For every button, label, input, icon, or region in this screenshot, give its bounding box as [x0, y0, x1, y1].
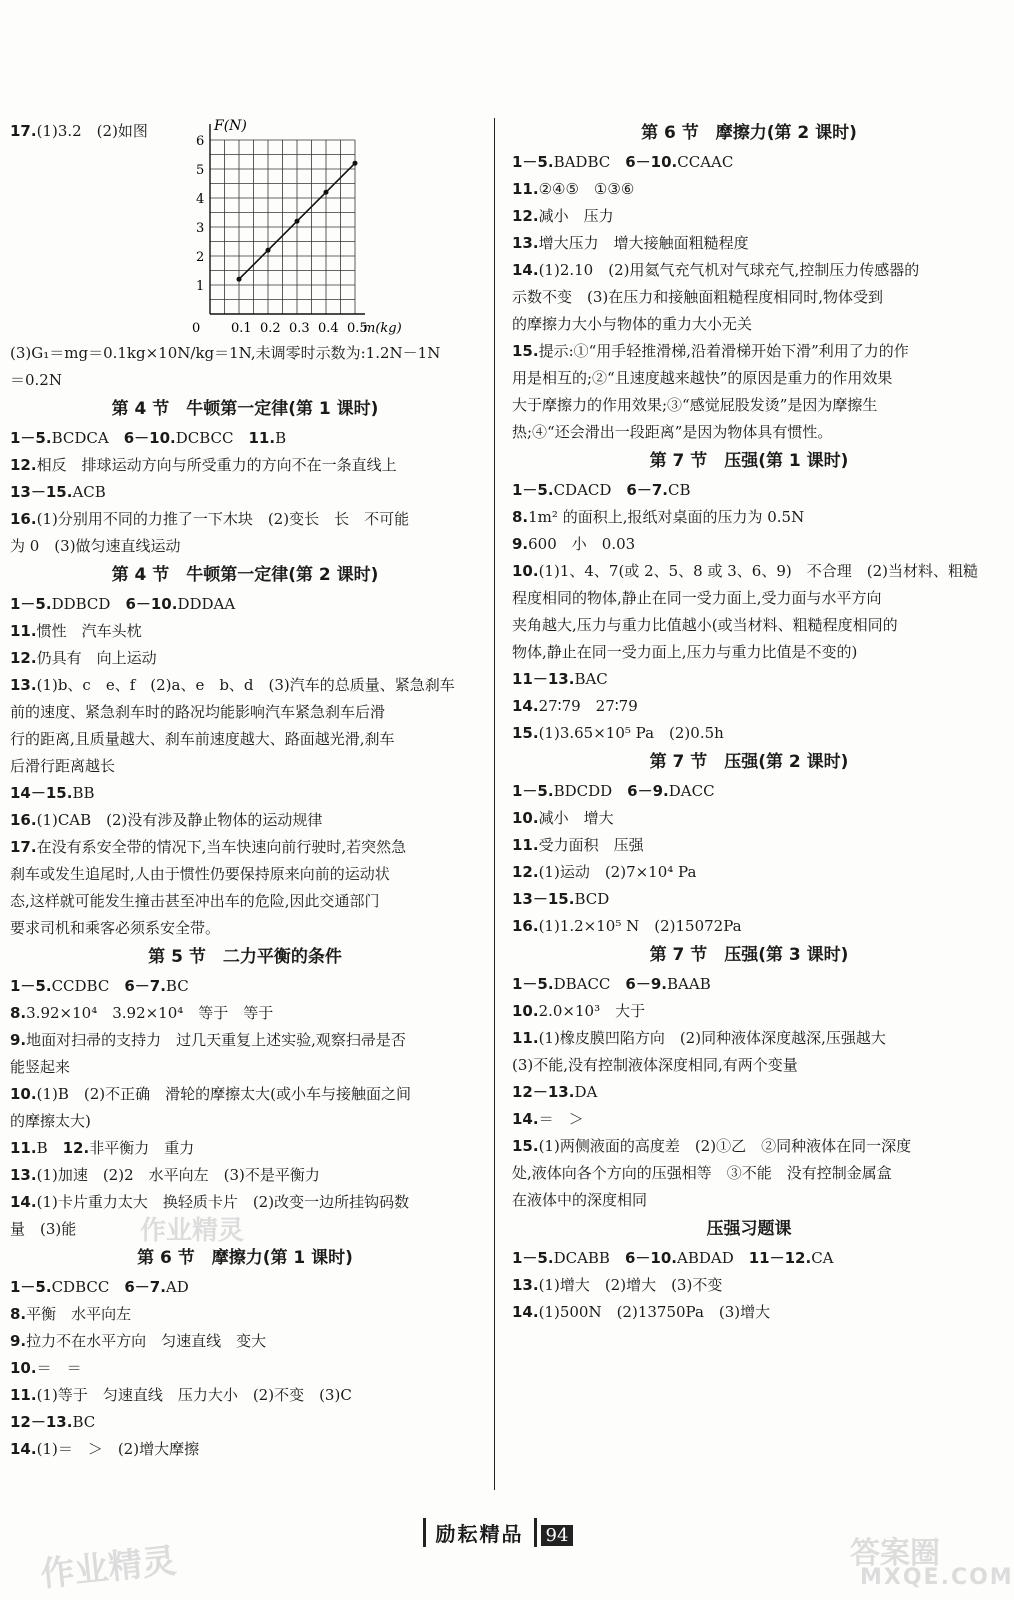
answer-line	[512, 365, 986, 392]
answer-text: 仍具有 向上运动	[36, 649, 157, 667]
answer-text: 物体,静止在同一受力面上,压力与重力比值是不变的)	[512, 643, 858, 661]
answer-line	[512, 558, 986, 585]
answer-text: 在没有系安全带的情况下,当车快速向前行驶时,若突然急	[36, 838, 407, 856]
answer-text: 行的距离,且质量越大、刹车前速度越大、路面越光滑,刹车	[10, 730, 395, 748]
answer-text: 大于摩擦力的作用效果;③“感觉屁股发烫”是因为摩擦生	[512, 396, 878, 414]
question-number: 11.	[512, 836, 539, 854]
answer-text: 地面对扫帚的支持力 过几天重复上述实验,观察扫帚是否	[26, 1031, 406, 1049]
answer-text: (1)2.10 (2)用氦气充气机对气球充气,控制压力传感器的	[538, 261, 920, 279]
question-number: 6－9.	[627, 782, 669, 800]
answer-line	[10, 915, 480, 942]
question-number: 1－5.	[512, 1249, 554, 1267]
question-number: 6－10.	[123, 429, 176, 447]
answer-text: B	[275, 429, 287, 447]
x-tick-label: 0	[192, 321, 201, 336]
question-number: 1－5.	[10, 977, 52, 995]
question-number: 14.	[512, 1110, 539, 1128]
answer-text: (1)增大 (2)增大 (3)不变	[538, 1276, 723, 1294]
answer-text: BCDCA	[51, 429, 124, 447]
question-number: 10.	[10, 1359, 37, 1377]
answer-text: (1)b、c e、f (2)a、e b、d (3)汽车的总质量、紧急刹车	[36, 676, 455, 694]
answer-text: 态,这样就可能发生撞击甚至冲出车的危险,因此交通部门	[10, 892, 380, 910]
answer-line	[10, 1301, 480, 1328]
answer-text: BC	[72, 1413, 96, 1431]
answer-text: (3)不能,没有控制液体深度相同,有两个变量	[512, 1056, 798, 1074]
question-number: 13.	[10, 676, 37, 694]
answer-line	[512, 886, 986, 913]
question-number: 14.	[512, 261, 539, 279]
question-number: 11－12.	[748, 1249, 812, 1267]
question-number: 1－5.	[10, 1278, 52, 1296]
answer-line	[10, 425, 480, 452]
question-number: 12－13.	[10, 1413, 73, 1431]
watermark-right-logo: 答案圈	[850, 1536, 940, 1571]
answer-line	[10, 888, 480, 915]
answer-text: 27∶79 27∶79	[538, 697, 638, 715]
answer-text: CDACD	[553, 481, 627, 499]
answer-line	[512, 693, 986, 720]
answer-line	[10, 506, 480, 533]
y-tick-label: 3	[196, 221, 205, 236]
question-number: 1－5.	[512, 153, 554, 171]
question-number: 11.	[10, 622, 37, 640]
question-number: 11.	[248, 429, 276, 447]
answer-text: 刹车或发生追尾时,人由于惯性仍要保持原来向前的运动状	[10, 865, 390, 883]
question-number: 15.	[512, 1137, 539, 1155]
answer-line	[10, 1054, 480, 1081]
answer-line	[10, 1000, 480, 1027]
section-heading: 第 7 节 压强(第 2 课时)	[649, 752, 849, 772]
question-number: 13.	[10, 1166, 37, 1184]
answer-text: CCAAC	[677, 153, 734, 171]
section-heading: 压强习题课	[706, 1219, 792, 1239]
question-number: 8.	[10, 1004, 27, 1022]
answer-text: BB	[72, 784, 95, 802]
question-number: 9.	[10, 1031, 27, 1049]
answer-line	[512, 1106, 986, 1133]
question-number: 6－9.	[625, 975, 667, 993]
answer-line	[512, 971, 986, 998]
y-tick-label: 5	[196, 163, 205, 178]
answer-line	[512, 203, 986, 230]
question-number: 10.	[512, 809, 539, 827]
answer-text: ②④⑤ ①③⑥	[538, 180, 635, 198]
question-number: 17.	[10, 122, 37, 140]
answer-text: 后滑行距离越长	[10, 757, 116, 775]
answer-text: (1)运动 (2)7×10⁴ Pa	[538, 863, 697, 881]
answer-text: ＝ ＝	[36, 1359, 82, 1377]
answer-text: B	[36, 1139, 63, 1157]
answer-text: (1)500N (2)13750Pa (3)增大	[538, 1303, 771, 1321]
answer-line	[10, 699, 480, 726]
answer-text: (1)1、4、7(或 2、5、8 或 3、6、9) 不合理 (2)当材料、粗糙	[538, 562, 978, 580]
answer-text: 热;④“还会滑出一段距离”是因为物体具有惯性。	[512, 423, 833, 441]
answer-line	[512, 612, 986, 639]
answer-text: ABDAD	[676, 1249, 749, 1267]
question-number: 17.	[10, 838, 37, 856]
watermark-right-url: MXQE.COM	[860, 1565, 1014, 1590]
question-number: 13－15.	[512, 890, 575, 908]
question-number: 10.	[512, 1002, 539, 1020]
question-number: 11.	[10, 1386, 37, 1404]
answer-line	[10, 1216, 480, 1243]
data-point	[324, 190, 329, 195]
answer-text: 程度相同的物体,静止在同一受力面上,受力面与水平方向	[512, 589, 882, 607]
answer-text: BAAB	[667, 975, 711, 993]
answer-text: DACC	[668, 782, 715, 800]
answer-text: 600 小 0.03	[528, 535, 636, 553]
column-divider	[494, 118, 495, 1490]
answer-line	[512, 504, 986, 531]
answer-text: 拉力不在水平方向 匀速直线 变大	[26, 1332, 267, 1350]
question-number: 14.	[10, 1193, 37, 1211]
question-number: 12.	[62, 1139, 90, 1157]
answer-line	[10, 861, 480, 888]
answer-line	[512, 639, 986, 666]
answer-line	[512, 913, 986, 940]
question-number: 8.	[512, 508, 529, 526]
question-number: 1－5.	[512, 975, 554, 993]
answer-line	[512, 1187, 986, 1214]
page-number: 94	[541, 1525, 574, 1546]
question-number: 12.	[10, 456, 37, 474]
answer-text: 夹角越大,压力与重力比值越小(或当材料、粗糙程度相同的	[512, 616, 898, 634]
answer-text: DA	[574, 1083, 598, 1101]
answer-line	[10, 726, 480, 753]
brand-logo: 励耘精品	[423, 1518, 537, 1547]
answer-line	[512, 257, 986, 284]
question-number: 16.	[10, 510, 37, 528]
question-number: 6－10.	[624, 1249, 677, 1267]
x-tick-label: 0.3	[289, 321, 310, 336]
question-number: 1－5.	[512, 481, 554, 499]
question-number: 13.	[512, 1276, 539, 1294]
answer-line	[512, 778, 986, 805]
answer-line	[512, 666, 986, 693]
x-tick-label: 0.5	[347, 321, 368, 336]
answer-text: (1)CAB (2)没有涉及静止物体的运动规律	[36, 811, 323, 829]
right-column	[512, 118, 986, 1326]
answer-text: (1)1.2×10⁵ N (2)15072Pa	[538, 917, 742, 935]
answer-line	[512, 1025, 986, 1052]
answer-line	[512, 720, 986, 747]
question-number: 12.	[512, 207, 539, 225]
answer-text: BDCDD	[553, 782, 628, 800]
answer-line	[512, 1160, 986, 1187]
x-tick-label: 0.1	[231, 321, 252, 336]
answer-text: 要求司机和乘客必须系安全带。	[10, 919, 221, 937]
answer-text: DCBCC	[175, 429, 249, 447]
answer-line	[512, 284, 986, 311]
answer-line	[10, 780, 480, 807]
answer-text: 3.92×10⁴ 3.92×10⁴ 等于 等于	[26, 1004, 274, 1022]
answer-line	[10, 367, 480, 394]
answer-text: BAC	[574, 670, 608, 688]
section-heading: 第 4 节 牛顿第一定律(第 1 课时)	[111, 399, 379, 419]
answer-text: 相反 排球运动方向与所受重力的方向不在一条直线上	[36, 456, 397, 474]
answer-line	[512, 392, 986, 419]
x-tick-label: 0.4	[318, 321, 339, 336]
answer-line	[512, 1272, 986, 1299]
answer-text: (1)3.2 (2)如图	[36, 122, 148, 140]
section-heading: 第 7 节 压强(第 3 课时)	[649, 945, 849, 965]
data-point	[266, 248, 271, 253]
question-number: 14.	[512, 1303, 539, 1321]
answer-line	[10, 672, 480, 699]
answer-line	[512, 531, 986, 558]
question-number: 15.	[512, 724, 539, 742]
answer-text: 2.0×10³ 大于	[538, 1002, 646, 1020]
answer-line	[512, 230, 986, 257]
question-number: 1－5.	[10, 429, 52, 447]
answer-line	[512, 998, 986, 1025]
answer-line	[512, 338, 986, 365]
question-number: 9.	[10, 1332, 27, 1350]
answer-text: (1)两侧液面的高度差 (2)①乙 ②同种液体在同一深度	[538, 1137, 912, 1155]
answer-text: ＝ ＞	[538, 1110, 584, 1128]
answer-text: (1)加速 (2)2 水平向左 (3)不是平衡力	[36, 1166, 320, 1184]
question-number: 12.	[10, 649, 37, 667]
answer-text: CDBCC	[51, 1278, 125, 1296]
answer-line	[10, 452, 480, 479]
question-number: 13－15.	[10, 483, 73, 501]
answer-text: CA	[811, 1249, 834, 1267]
answer-text: 提示:①“用手轻推滑梯,沿着滑梯开始下滑”利用了力的作	[538, 342, 909, 360]
question-number: 12.	[512, 863, 539, 881]
question-number: 6－10.	[125, 595, 178, 613]
answer-text: 的摩擦太大)	[10, 1112, 91, 1130]
x-tick-label: 0.2	[260, 321, 281, 336]
answer-text: DDBCD	[51, 595, 126, 613]
watermark-middle: 作业精灵	[140, 1216, 245, 1246]
answer-line	[10, 973, 480, 1000]
answer-text: 减小 压力	[538, 207, 614, 225]
section-heading: 第 6 节 摩擦力(第 1 课时)	[137, 1248, 353, 1268]
answer-text: DCABB	[553, 1249, 625, 1267]
answer-line	[512, 1245, 986, 1272]
answer-line	[512, 805, 986, 832]
answer-line	[10, 118, 148, 145]
answer-line	[10, 1027, 480, 1054]
data-point	[353, 161, 358, 166]
answer-line	[10, 1162, 480, 1189]
answer-line	[512, 832, 986, 859]
answer-text: 1m² 的面积上,报纸对桌面的压力为 0.5N	[528, 508, 805, 526]
answer-line	[10, 1108, 480, 1135]
question-number: 8.	[10, 1305, 27, 1323]
answer-line	[10, 340, 480, 367]
answer-text: BADBC	[553, 153, 626, 171]
question-number: 14.	[512, 697, 539, 715]
answer-text: 为 0 (3)做匀速直线运动	[10, 537, 181, 555]
answer-text: (1)分别用不同的力推了一下木块 (2)变长 长 不可能	[36, 510, 410, 528]
answer-text: 受力面积 压强	[538, 836, 644, 854]
answer-text: ＝0.2N	[10, 371, 62, 389]
answer-line	[10, 807, 480, 834]
section-heading: 第 6 节 摩擦力(第 2 课时)	[641, 123, 857, 143]
answer-line	[512, 149, 986, 176]
answer-line	[10, 753, 480, 780]
question-number: 14－15.	[10, 784, 73, 802]
answer-line	[10, 1409, 480, 1436]
answer-text: BCD	[574, 890, 610, 908]
answer-text: (1)3.65×10⁵ Pa (2)0.5h	[538, 724, 724, 742]
watermark-left: 作业精灵	[38, 1540, 179, 1595]
question-number: 14.	[10, 1440, 37, 1458]
left-column	[10, 118, 480, 1463]
y-tick-label: 4	[196, 192, 205, 207]
answer-line	[10, 1274, 480, 1301]
answer-line	[10, 834, 480, 861]
x-axis-label: m(kg)	[363, 321, 402, 336]
answer-text: 减小 增大	[538, 809, 614, 827]
answer-line	[10, 591, 480, 618]
force-mass-graph	[170, 118, 410, 340]
answer-line	[512, 477, 986, 504]
answer-text: 非平衡力 重力	[89, 1139, 195, 1157]
answer-line	[10, 533, 480, 560]
answer-text: (3)G₁＝mg＝0.1kg×10N/kg＝1N,未调零时示数为:1.2N－1N	[10, 344, 441, 362]
question-number: 16.	[10, 811, 37, 829]
answer-text: (1)橡皮膜凹陷方向 (2)同种液体深度越深,压强越大	[538, 1029, 886, 1047]
answer-line	[10, 1436, 480, 1463]
answer-text: 的摩擦力大小与物体的重力大小无关	[512, 315, 753, 333]
question-number: 16.	[512, 917, 539, 935]
answer-line	[512, 1052, 986, 1079]
question-number: 6－10.	[625, 153, 678, 171]
answer-text: 在液体中的深度相同	[512, 1191, 648, 1209]
answer-line	[10, 1382, 480, 1409]
y-tick-label: 2	[196, 250, 205, 265]
question-number: 10.	[10, 1085, 37, 1103]
graph-block	[10, 118, 480, 340]
question-number: 9.	[512, 535, 529, 553]
answer-text: BC	[165, 977, 189, 995]
answer-line	[10, 479, 480, 506]
answer-line	[512, 419, 986, 446]
question-number: 11.	[512, 1029, 539, 1047]
answer-text: 示数不变 (3)在压力和接触面粗糙程度相同时,物体受到	[512, 288, 884, 306]
y-tick-label: 6	[196, 134, 205, 149]
answer-line	[512, 1133, 986, 1160]
answer-line	[512, 1299, 986, 1326]
answer-text: CCDBC	[51, 977, 125, 995]
answer-line	[512, 176, 986, 203]
question-number: 1－5.	[10, 595, 52, 613]
y-tick-label: 1	[196, 279, 205, 294]
question-number: 11.	[10, 1139, 37, 1157]
answer-text: (1)卡片重力太大 换轻质卡片 (2)改变一边所挂钩码数	[36, 1193, 410, 1211]
answer-text: AD	[165, 1278, 189, 1296]
answer-text: 用是相互的;②“且速度越来越快”的原因是重力的作用效果	[512, 369, 893, 387]
answer-text: ACB	[72, 483, 106, 501]
answer-text: (1)等于 匀速直线 压力大小 (2)不变 (3)C	[36, 1386, 352, 1404]
question-number: 6－7.	[626, 481, 668, 499]
answer-text: 惯性 汽车头枕	[36, 622, 142, 640]
answer-text: CB	[668, 481, 691, 499]
answer-line	[512, 311, 986, 338]
answer-text: 前的速度、紧急刹车时的路况均能影响汽车紧急刹车后滑	[10, 703, 386, 721]
answer-text: 能竖起来	[10, 1058, 71, 1076]
section-heading: 第 5 节 二力平衡的条件	[148, 947, 342, 967]
answer-text: 量 (3)能	[10, 1220, 77, 1238]
answer-line	[10, 1081, 480, 1108]
answer-line	[10, 1189, 480, 1216]
answer-text: (1)B (2)不正确 滑轮的摩擦太大(或小车与接触面之间	[36, 1085, 411, 1103]
answer-text: DBACC	[553, 975, 626, 993]
answer-line	[512, 1079, 986, 1106]
question-number: 13.	[512, 234, 539, 252]
answer-text: 平衡 水平向左	[26, 1305, 132, 1323]
data-point	[237, 277, 242, 282]
question-number: 1－5.	[512, 782, 554, 800]
question-number: 10.	[512, 562, 539, 580]
answer-line	[512, 859, 986, 886]
question-number: 6－7.	[124, 977, 166, 995]
answer-text: 增大压力 增大接触面粗糙程度	[538, 234, 749, 252]
section-heading: 第 4 节 牛顿第一定律(第 2 课时)	[111, 565, 379, 585]
answer-line	[10, 618, 480, 645]
answer-line	[512, 585, 986, 612]
question-number: 11.	[512, 180, 539, 198]
question-number: 6－7.	[124, 1278, 166, 1296]
answer-line	[10, 1135, 480, 1162]
answer-text: 处,液体向各个方向的压强相等 ③不能 没有控制金属盒	[512, 1164, 892, 1182]
answer-line	[10, 645, 480, 672]
question-number: 12－13.	[512, 1083, 575, 1101]
data-point	[295, 219, 300, 224]
y-axis-label: F(N)	[214, 118, 247, 134]
answer-line	[10, 1328, 480, 1355]
answer-text: DDDAA	[177, 595, 236, 613]
answer-line	[10, 1355, 480, 1382]
section-heading: 第 7 节 压强(第 1 课时)	[649, 451, 849, 471]
question-number: 15.	[512, 342, 539, 360]
question-number: 11－13.	[512, 670, 575, 688]
answer-text: (1)＝ ＞ (2)增大摩擦	[36, 1440, 200, 1458]
